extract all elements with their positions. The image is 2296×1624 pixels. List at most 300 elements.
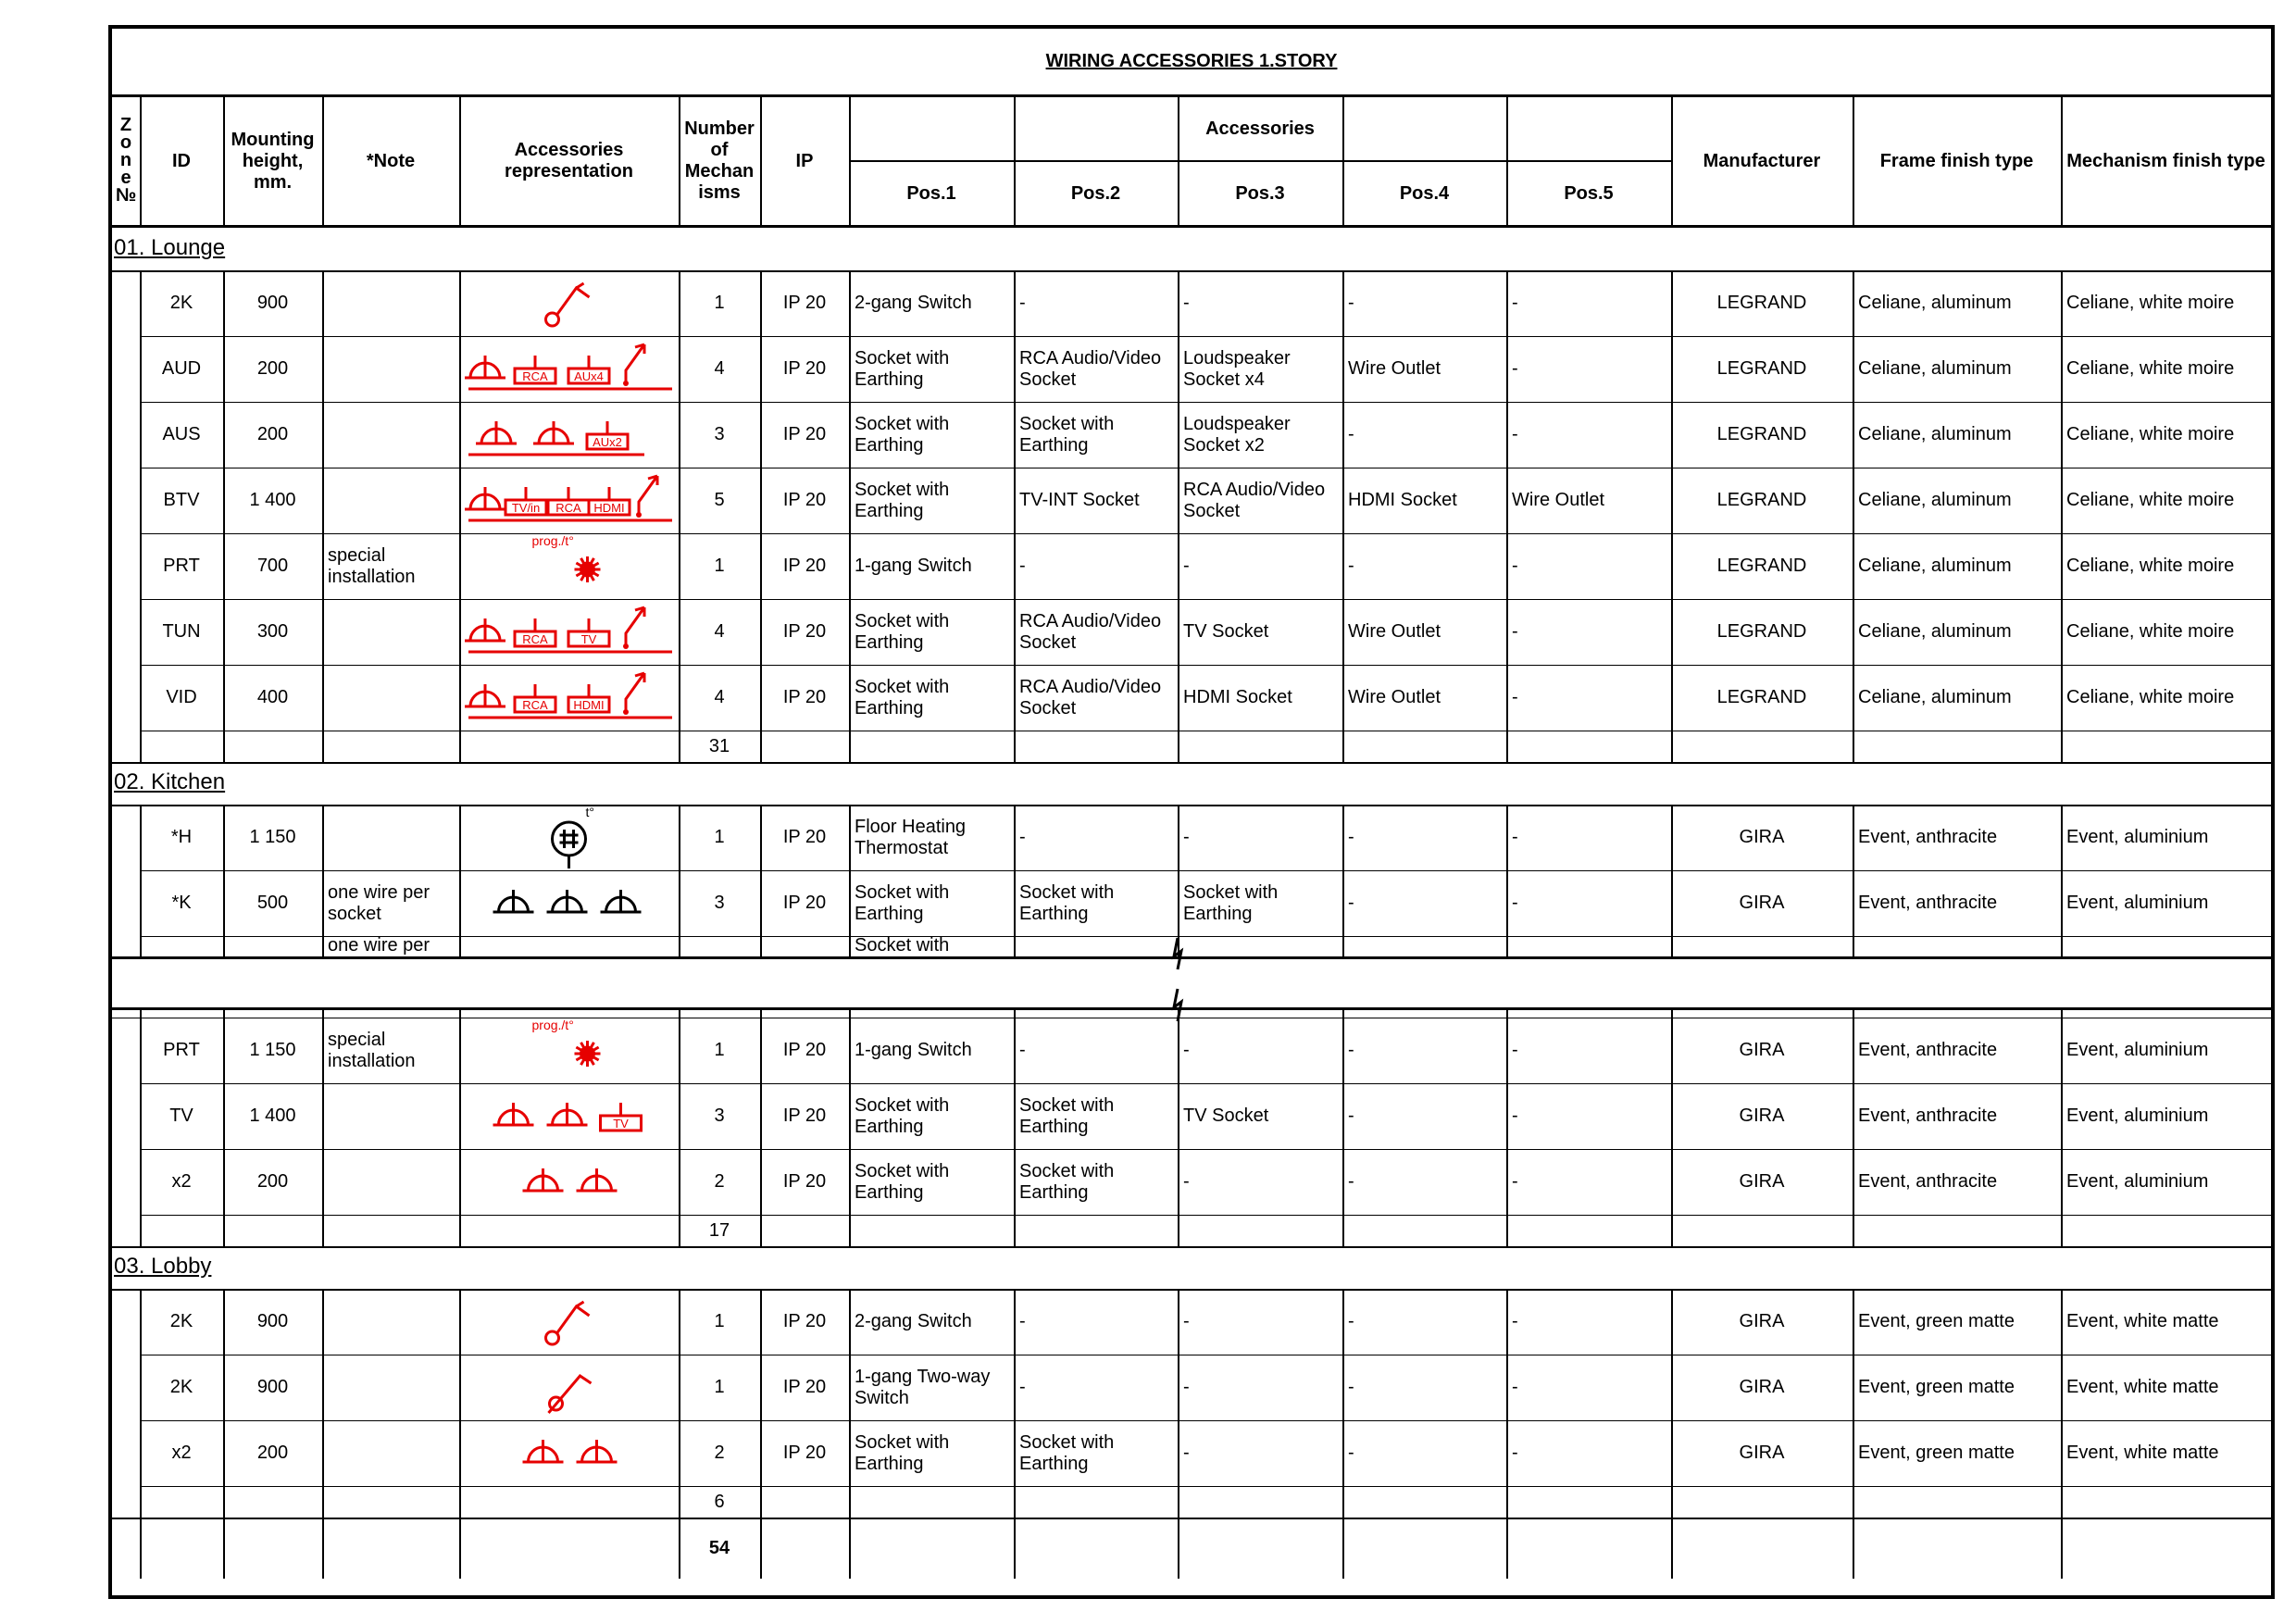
pos-2-value: Socket with Earthing: [1019, 1160, 1115, 1203]
column-line: [322, 1010, 324, 1246]
mounting-height-header: Mounting height, mm.: [231, 129, 315, 193]
pos-2-value: -: [1019, 556, 1026, 576]
pos-5-value: -: [1512, 621, 1518, 642]
column-line: [760, 1289, 762, 1579]
svg-text:RCA: RCA: [522, 369, 548, 383]
row-note: [322, 665, 459, 731]
column-line: [1506, 270, 1508, 762]
total-line: [112, 762, 2271, 764]
zone-total: 6: [714, 1491, 725, 1512]
manufacturer-value: GIRA: [1739, 1443, 1785, 1463]
cut-row-pos1: Socket with: [855, 936, 950, 956]
pos-3-value: -: [1183, 827, 1190, 847]
x2-symbol-icon: [459, 1421, 679, 1486]
row-note: [322, 1355, 459, 1420]
row-id: 2K: [169, 1377, 193, 1397]
mounting-height: 200: [256, 1443, 289, 1463]
manufacturer-value: LEGRAND: [1716, 358, 1807, 379]
row-id: AUS: [162, 424, 201, 444]
mounting-height: 200: [256, 1171, 289, 1192]
frame-finish-value: Event, anthracite: [1858, 1106, 1998, 1126]
column-line: [140, 805, 142, 956]
k3-symbol-icon: [459, 871, 679, 936]
frame-finish-value: Event, green matte: [1858, 1443, 2015, 1463]
ip-rating: IP 20: [782, 1377, 827, 1397]
manufacturer-value: GIRA: [1739, 827, 1785, 847]
column-line: [849, 1010, 851, 1246]
column-line: [679, 1289, 680, 1579]
pos-1-value: Socket with Earthing: [855, 1431, 950, 1474]
column-line: [140, 270, 142, 762]
frame-finish-value: Event, anthracite: [1858, 893, 1998, 913]
pos-1-value: Socket with Earthing: [855, 1094, 950, 1137]
column-line: [1506, 97, 1508, 225]
mounting-height: 1 400: [249, 490, 296, 510]
pos-5-value: -: [1512, 687, 1518, 707]
column-line: [1671, 1010, 1673, 1246]
pos-3-value: Loudspeaker Socket x2: [1183, 413, 1291, 456]
mounting-height: 500: [256, 893, 289, 913]
svg-text:RCA: RCA: [555, 500, 581, 515]
sheet-title: WIRING ACCESSORIES 1.STORY: [1045, 51, 1338, 71]
pos-2-value: TV-INT Socket: [1019, 490, 1140, 510]
mechanism-finish-value: Celiane, white moire: [2066, 556, 2235, 576]
mechanism-finish-value: Event, aluminium: [2066, 827, 2209, 847]
column-line: [1671, 97, 1673, 225]
column-line: [1853, 1010, 1854, 1246]
aus-symbol-icon: [459, 403, 679, 468]
tun-symbol-icon: [459, 600, 679, 665]
mounting-height: 900: [256, 1377, 289, 1397]
pos-3-value: Loudspeaker Socket x4: [1183, 347, 1291, 390]
row-note: one wire per socket: [328, 881, 430, 924]
column-line: [140, 97, 142, 225]
pos-5-value: -: [1512, 893, 1518, 913]
total-line: [112, 1246, 2271, 1248]
tv3-symbol-icon: [459, 1084, 679, 1149]
pos-2-value: -: [1019, 827, 1026, 847]
pos-2-value: Socket with Earthing: [1019, 413, 1115, 456]
svg-text:HDMI: HDMI: [593, 500, 625, 515]
ip-rating: IP 20: [782, 827, 827, 847]
pos-5-value: -: [1512, 424, 1518, 444]
column-line: [1178, 1010, 1179, 1246]
mounting-height: 200: [256, 424, 289, 444]
ip-rating: IP 20: [782, 358, 827, 379]
pos-4-value: -: [1348, 1377, 1354, 1397]
column-line: [322, 270, 324, 762]
pos-2-value: -: [1019, 1040, 1026, 1060]
column-line: [459, 270, 461, 762]
manufacturer-value: GIRA: [1739, 1377, 1785, 1397]
vid-symbol-icon: [459, 666, 679, 731]
mechanism-finish-value: Celiane, white moire: [2066, 358, 2235, 379]
ip-rating: IP 20: [782, 621, 827, 642]
column-line: [679, 805, 680, 956]
pos-3-value: Socket with Earthing: [1183, 881, 1279, 924]
mechanism-header: Mechanism finish type: [2066, 150, 2265, 171]
break-mark-icon: [1168, 938, 1196, 1021]
column-line: [1853, 1289, 1854, 1579]
svg-text:t°: t°: [585, 804, 594, 819]
mechanism-finish-value: Celiane, white moire: [2066, 424, 2235, 444]
pos-5-value: Wire Outlet: [1512, 490, 1605, 510]
column-line: [459, 1010, 461, 1246]
frame-finish-value: Celiane, aluminum: [1858, 687, 2012, 707]
svg-text:RCA: RCA: [522, 631, 548, 646]
row-id: VID: [166, 687, 197, 707]
row-id: 2K: [169, 293, 193, 313]
zone-title: 02. Kitchen: [114, 769, 226, 794]
ip-rating: IP 20: [782, 893, 827, 913]
pos-4-value: -: [1348, 1171, 1354, 1192]
row-note: [322, 805, 459, 870]
pos-header-5: Pos.5: [1564, 182, 1614, 204]
mechanism-count: 1: [714, 556, 725, 576]
pos-4-value: -: [1348, 827, 1354, 847]
mechanism-finish-value: Event, white matte: [2066, 1311, 2219, 1331]
btv-symbol-icon: [459, 468, 679, 533]
aud-symbol-icon: [459, 337, 679, 402]
row-note: [322, 336, 459, 402]
manufacturer-header: Manufacturer: [1703, 150, 1821, 171]
column-line: [1014, 1010, 1016, 1246]
ip-rating: IP 20: [782, 1040, 827, 1060]
pos-header-1: Pos.1: [906, 182, 956, 204]
mounting-height: 700: [256, 556, 289, 576]
pos-1-value: 1-gang Two-way Switch: [855, 1366, 991, 1408]
column-line: [760, 805, 762, 956]
column-line: [1506, 1010, 1508, 1246]
column-line: [849, 1289, 851, 1579]
mechanism-finish-value: Celiane, white moire: [2066, 687, 2235, 707]
column-line: [140, 1289, 142, 1579]
pos-1-value: 1-gang Switch: [855, 1040, 972, 1060]
ip-rating: IP 20: [782, 687, 827, 707]
mechanism-count: 4: [714, 621, 725, 642]
zone-header-letter: o: [119, 131, 132, 153]
row-note: [322, 1083, 459, 1149]
ip-rating: IP 20: [782, 490, 827, 510]
frame-finish-value: Event, anthracite: [1858, 1040, 1998, 1060]
column-line: [1014, 270, 1016, 762]
pos-4-value: -: [1348, 293, 1354, 313]
pos-5-value: -: [1512, 293, 1518, 313]
mechanism-count: 1: [714, 1377, 725, 1397]
row-note: [322, 599, 459, 665]
row-id: x2: [171, 1443, 192, 1463]
zone-total: 17: [708, 1219, 730, 1241]
pos-1-value: 1-gang Switch: [855, 556, 972, 576]
pos-1-value: Socket with Earthing: [855, 479, 950, 521]
mechanism-count: 1: [714, 827, 725, 847]
column-line: [2061, 97, 2063, 225]
pos-4-value: -: [1348, 1040, 1354, 1060]
note-header: *Note: [366, 150, 416, 171]
pos-3-value: -: [1183, 1443, 1190, 1463]
mounting-height: 400: [256, 687, 289, 707]
manufacturer-value: GIRA: [1739, 893, 1785, 913]
pos-5-value: -: [1512, 827, 1518, 847]
mechanism-count: 4: [714, 687, 725, 707]
row-id: *H: [170, 827, 193, 847]
column-line: [1853, 97, 1854, 225]
pos-4-value: -: [1348, 424, 1354, 444]
manufacturer-value: LEGRAND: [1716, 687, 1807, 707]
pos-1-value: Floor Heating Thermostat: [855, 816, 967, 858]
pos-header-2: Pos.2: [1070, 182, 1121, 204]
column-line: [1178, 1289, 1179, 1579]
frame-finish-value: Event, green matte: [1858, 1311, 2015, 1331]
row-note: [322, 1289, 459, 1355]
mechanism-finish-value: Event, aluminium: [2066, 1040, 2209, 1060]
ip-rating: IP 20: [782, 1443, 827, 1463]
pos-5-value: -: [1512, 1040, 1518, 1060]
pos-5-value: -: [1512, 358, 1518, 379]
mounting-height: 900: [256, 293, 289, 313]
mechanism-count: 2: [714, 1171, 725, 1192]
column-line: [1506, 805, 1508, 956]
svg-text:RCA: RCA: [522, 697, 548, 712]
manufacturer-value: LEGRAND: [1716, 621, 1807, 642]
zone-header-letter: n: [119, 149, 132, 170]
zone-header-letter: №: [115, 184, 137, 206]
ip-header: IP: [795, 150, 814, 171]
pos-2-value: RCA Audio/Video Socket: [1019, 676, 1162, 718]
frame-finish-value: Event, anthracite: [1858, 827, 1998, 847]
mechanism-finish-value: Event, aluminium: [2066, 1171, 2209, 1192]
mechanism-finish-value: Event, aluminium: [2066, 1106, 2209, 1126]
pos-1-value: Socket with Earthing: [855, 881, 950, 924]
column-line: [1014, 1289, 1016, 1579]
pos-4-value: Wire Outlet: [1348, 687, 1441, 707]
prog-symbol-icon: [459, 1018, 679, 1083]
frame-finish-value: Celiane, aluminum: [1858, 556, 2012, 576]
pos-5-value: -: [1512, 1377, 1518, 1397]
switch2-symbol-icon: [459, 271, 679, 336]
row-id: TUN: [162, 621, 201, 642]
column-line: [322, 97, 324, 225]
frame-finish-value: Celiane, aluminum: [1858, 424, 2012, 444]
pos-3-value: -: [1183, 1377, 1190, 1397]
prog-symbol-icon: [459, 534, 679, 599]
switch2-symbol-icon: [459, 1290, 679, 1355]
frame-finish-value: Celiane, aluminum: [1858, 293, 2012, 313]
ip-rating: IP 20: [782, 1171, 827, 1192]
mechanism-count: 2: [714, 1443, 725, 1463]
mounting-height: 300: [256, 621, 289, 642]
pos-5-value: -: [1512, 1311, 1518, 1331]
column-line: [679, 97, 680, 225]
mounting-height: 1 150: [249, 1040, 296, 1060]
column-line: [1853, 805, 1854, 956]
pos-2-value: -: [1019, 1311, 1026, 1331]
mechanism-count: 3: [714, 424, 725, 444]
x2-symbol-icon: [459, 1150, 679, 1215]
column-line: [459, 805, 461, 956]
mechanism-count: 1: [714, 1311, 725, 1331]
column-line: [2061, 805, 2063, 956]
column-line: [760, 1010, 762, 1246]
column-line: [1178, 270, 1179, 762]
mechanism-count: 3: [714, 893, 725, 913]
pos-4-value: -: [1348, 893, 1354, 913]
mechanism-finish-value: Celiane, white moire: [2066, 621, 2235, 642]
column-line: [849, 805, 851, 956]
column-line: [223, 270, 225, 762]
row-id: AUD: [161, 358, 202, 379]
column-line: [322, 805, 324, 956]
column-line: [1342, 1289, 1344, 1579]
pos-2-value: Socket with Earthing: [1019, 1094, 1115, 1137]
column-line: [2061, 270, 2063, 762]
column-line: [679, 1010, 680, 1246]
accessories-header: Accessories: [1205, 118, 1315, 139]
svg-text:TV/in: TV/in: [511, 500, 541, 515]
manufacturer-value: LEGRAND: [1716, 293, 1807, 313]
pos-2-value: RCA Audio/Video Socket: [1019, 610, 1162, 653]
zone-header-letter: Z: [119, 114, 132, 135]
pos-3-value: -: [1183, 1040, 1190, 1060]
column-line: [322, 1289, 324, 1579]
column-line: [223, 805, 225, 956]
column-line: [1671, 270, 1673, 762]
mechanism-count: 5: [714, 490, 725, 510]
mechanism-count: 1: [714, 1040, 725, 1060]
mechanism-count: 4: [714, 358, 725, 379]
frame-finish-value: Celiane, aluminum: [1858, 490, 2012, 510]
manufacturer-value: LEGRAND: [1716, 424, 1807, 444]
mechanism-count: 1: [714, 293, 725, 313]
column-line: [1671, 1289, 1673, 1579]
row-note: [322, 402, 459, 468]
row-id: x2: [171, 1171, 192, 1192]
column-line: [1342, 270, 1344, 762]
pos-1-value: 2-gang Switch: [855, 293, 972, 313]
manufacturer-value: LEGRAND: [1716, 556, 1807, 576]
ip-rating: IP 20: [782, 556, 827, 576]
svg-text:AUx2: AUx2: [593, 434, 622, 449]
pos-3-value: TV Socket: [1183, 621, 1269, 642]
mechanism-finish-value: Celiane, white moire: [2066, 490, 2235, 510]
mounting-height: 900: [256, 1311, 289, 1331]
thermo-symbol-icon: [459, 806, 679, 870]
column-line: [1342, 97, 1344, 225]
row-id: BTV: [163, 490, 200, 510]
column-line: [1671, 805, 1673, 956]
column-line: [459, 97, 461, 225]
manufacturer-value: GIRA: [1739, 1106, 1785, 1126]
pos-3-value: -: [1183, 1171, 1190, 1192]
svg-text:TV: TV: [580, 631, 597, 646]
pos-5-value: -: [1512, 1443, 1518, 1463]
table-grid: [112, 29, 2271, 1595]
pos-2-value: Socket with Earthing: [1019, 1431, 1115, 1474]
mounting-height: 200: [256, 358, 289, 379]
column-line: [1342, 805, 1344, 956]
manufacturer-value: LEGRAND: [1716, 490, 1807, 510]
row-note: special installation: [328, 544, 416, 587]
pos-2-value: -: [1019, 293, 1026, 313]
pos-2-value: -: [1019, 1377, 1026, 1397]
column-line: [760, 270, 762, 762]
row-id: PRT: [163, 1040, 200, 1060]
pos-5-value: -: [1512, 1106, 1518, 1126]
svg-text:prog./t°: prog./t°: [531, 532, 574, 548]
column-line: [679, 270, 680, 762]
column-line: [459, 1289, 461, 1579]
grand-total: 54: [708, 1537, 730, 1558]
pos-5-value: -: [1512, 556, 1518, 576]
manufacturer-value: GIRA: [1739, 1311, 1785, 1331]
id-header: ID: [172, 150, 191, 171]
pos-4-value: -: [1348, 1311, 1354, 1331]
pos-1-value: Socket with Earthing: [855, 347, 950, 390]
number-header: Number of Mechan isms: [684, 119, 755, 203]
pos-1-value: Socket with Earthing: [855, 413, 950, 456]
svg-text:TV: TV: [613, 1116, 629, 1131]
pos-2-value: RCA Audio/Video Socket: [1019, 347, 1162, 390]
pos-3-value: -: [1183, 1311, 1190, 1331]
cut-row-note: one wire per: [328, 936, 430, 956]
column-line: [1014, 97, 1016, 225]
svg-text:AUx4: AUx4: [574, 369, 604, 383]
zone-title: 03. Lobby: [114, 1254, 212, 1279]
mechanism-count: 3: [714, 1106, 725, 1126]
header-bottom-line: [112, 225, 2271, 228]
twoway-symbol-icon: [459, 1355, 679, 1420]
manufacturer-value: GIRA: [1739, 1040, 1785, 1060]
row-id: *K: [171, 893, 192, 913]
pos-4-value: Wire Outlet: [1348, 358, 1441, 379]
column-line: [760, 97, 762, 225]
column-line: [2061, 1010, 2063, 1246]
column-line: [1178, 97, 1179, 225]
svg-text:HDMI: HDMI: [573, 697, 605, 712]
column-line: [223, 97, 225, 225]
column-line: [1014, 805, 1016, 956]
pos-2-value: Socket with Earthing: [1019, 881, 1115, 924]
column-line: [1178, 805, 1179, 956]
svg-text:prog./t°: prog./t°: [531, 1017, 574, 1032]
pos-4-value: -: [1348, 556, 1354, 576]
column-line: [2061, 1289, 2063, 1579]
pos-3-value: TV Socket: [1183, 1106, 1269, 1126]
pos-3-value: RCA Audio/Video Socket: [1183, 479, 1326, 521]
ip-rating: IP 20: [782, 1106, 827, 1126]
mechanism-finish-value: Event, aluminium: [2066, 893, 2209, 913]
pos-5-value: -: [1512, 1171, 1518, 1192]
zone-total: 31: [708, 735, 730, 756]
pos-header-3: Pos.3: [1235, 182, 1285, 204]
row-id: TV: [169, 1106, 193, 1126]
zone-header-letter: e: [120, 167, 131, 188]
row-note: [322, 270, 459, 336]
pos-3-value: HDMI Socket: [1183, 687, 1292, 707]
column-line: [1342, 1010, 1344, 1246]
representation-header: Accessories representation: [505, 140, 633, 181]
column-line: [1506, 1289, 1508, 1579]
mechanism-finish-value: Event, white matte: [2066, 1377, 2219, 1397]
frame-header: Frame finish type: [1879, 150, 2034, 171]
pos-4-value: Wire Outlet: [1348, 621, 1441, 642]
wiring-accessories-sheet: [108, 25, 2275, 1599]
row-note: [322, 1149, 459, 1215]
pos-header-4: Pos.4: [1399, 182, 1450, 204]
pos-1-value: Socket with Earthing: [855, 1160, 950, 1203]
frame-finish-value: Event, green matte: [1858, 1377, 2015, 1397]
ip-rating: IP 20: [782, 424, 827, 444]
